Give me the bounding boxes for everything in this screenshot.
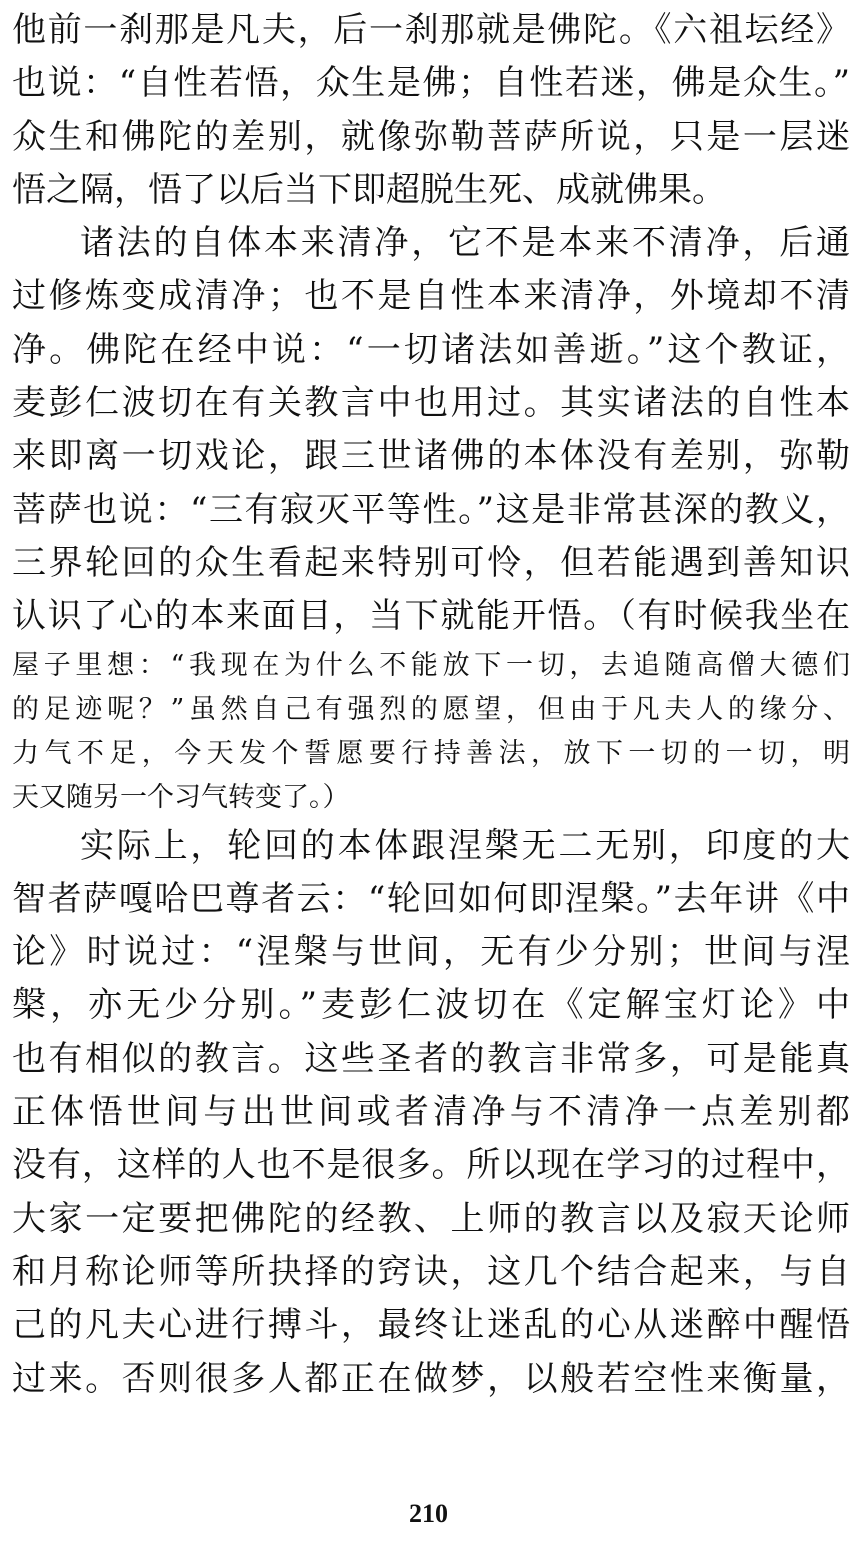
text-line: 没有，这样的人也不是很多。所以现在学习的过程中， xyxy=(12,1145,850,1186)
text-line: 己的凡夫心进行搏斗，最终让迷乱的心从迷醉中醒悟 xyxy=(12,1305,850,1346)
text-line: 论》时说过：“涅槃与世间，无有少分别；世间与涅 xyxy=(12,932,850,973)
text-line: 也说：“自性若悟，众生是佛；自性若迷，佛是众生。” xyxy=(12,63,850,104)
text-line: 正体悟世间与出世间或者清净与不清净一点差别都 xyxy=(12,1092,850,1133)
note-line: 屋子里想：“我现在为什么不能放下一切，去追随高僧大德们 xyxy=(12,649,850,681)
text-line: 和月称论师等所抉择的窍诀，这几个结合起来，与自 xyxy=(12,1251,850,1292)
paragraph-first-line: 实际上，轮回的本体跟涅槃无二无别，印度的大 xyxy=(80,825,850,866)
text-line: 净。佛陀在经中说：“一切诸法如善逝。”这个教证， xyxy=(12,329,850,370)
note-line: 天又随另一个习气转变了。） xyxy=(12,781,350,813)
text-line: 也有相似的教言。这些圣者的教言非常多，可是能真 xyxy=(12,1038,850,1079)
text-line: 来即离一切戏论，跟三世诸佛的本体没有差别，弥勒 xyxy=(12,436,850,477)
note-line: 的足迹呢？”虽然自己有强烈的愿望，但由于凡夫人的缘分、 xyxy=(12,693,850,725)
text-line: 认识了心的本来面目，当下就能开悟。（有时候我坐在 xyxy=(12,596,850,637)
text-line: 过修炼变成清净；也不是自性本来清净，外境却不清 xyxy=(12,276,850,317)
page-number: 210 xyxy=(409,1499,448,1528)
text-line: 众生和佛陀的差别，就像弥勒菩萨所说，只是一层迷 xyxy=(12,116,850,157)
text-line: 智者萨嘎哈巴尊者云：“轮回如何即涅槃。”去年讲《中 xyxy=(12,878,850,919)
page-body xyxy=(12,4,850,1406)
note-line: 力气不足，今天发个誓愿要行持善法，放下一切的一切，明 xyxy=(12,737,850,769)
text-line: 过来。否则很多人都正在做梦，以般若空性来衡量， xyxy=(12,1358,850,1399)
text-line: 三界轮回的众生看起来特别可怜，但若能遇到善知识 xyxy=(12,542,850,583)
text-line: 槃，亦无少分别。”麦彭仁波切在《定解宝灯论》中 xyxy=(12,985,850,1026)
text-line: 悟之隔，悟了以后当下即超脱生死、成就佛果。 xyxy=(12,169,726,210)
text-line: 麦彭仁波切在有关教言中也用过。其实诸法的自性本 xyxy=(12,383,850,424)
text-line: 大家一定要把佛陀的经教、上师的教言以及寂天论师 xyxy=(12,1198,850,1239)
text-line: 菩萨也说：“三有寂灭平等性。”这是非常甚深的教义， xyxy=(12,489,850,530)
text-line: 他前一刹那是凡夫，后一刹那就是佛陀。《六祖坛经》 xyxy=(12,10,850,50)
paragraph-first-line: 诸法的自体本来清净，它不是本来不清净，后通 xyxy=(80,223,850,264)
